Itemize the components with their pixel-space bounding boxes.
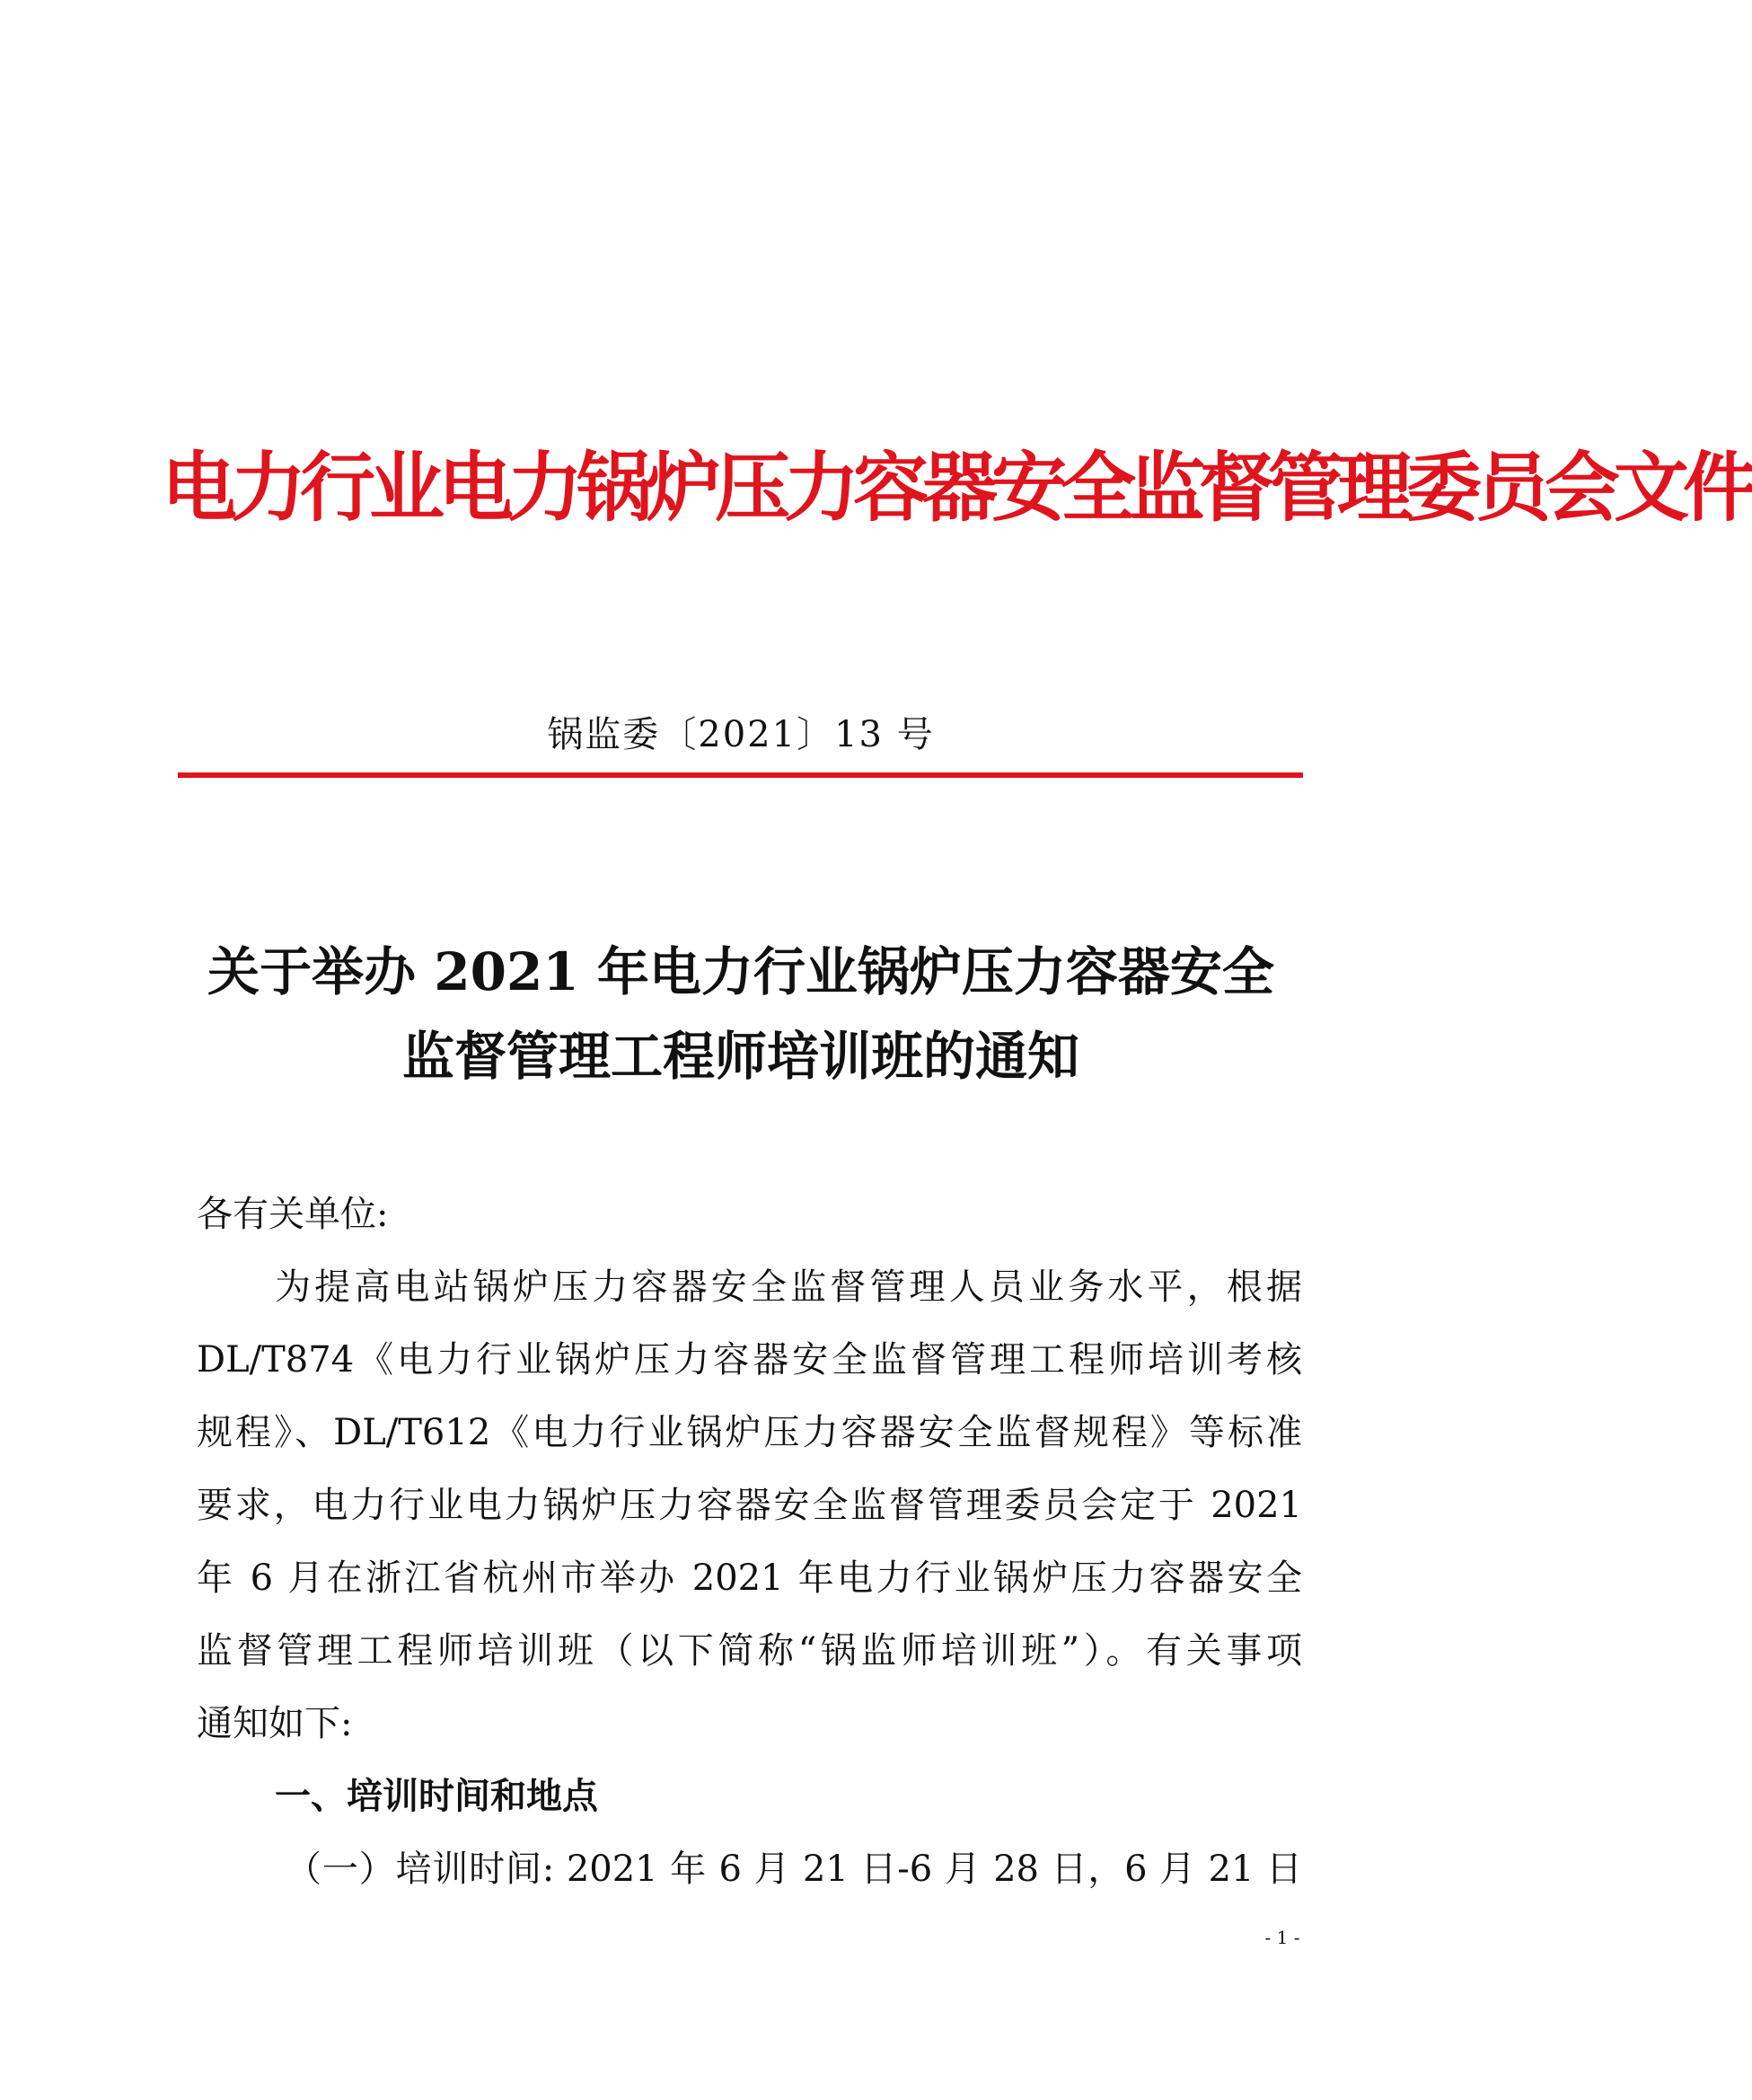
document-number: 锅监委〔2021〕13 号 [547,714,935,755]
salutation: 各有关单位: [197,1194,389,1235]
section-heading: 一、培训时间和地点 [275,1775,598,1817]
red-divider [178,772,1303,778]
notice-title-line-2: 监督管理工程师培训班的通知 [401,1026,1079,1087]
paragraph-line: 通知如下: [197,1703,353,1744]
notice-title-line-1: 关于举办 2021 年电力行业锅炉压力容器安全 [207,941,1274,1002]
issuer-title: 电力行业电力锅炉压力容器安全监督管理委员会文件 [162,443,1752,532]
paragraph-line: 为提高电站锅炉压力容器安全监督管理人员业务水平，根据 [275,1266,1302,1308]
paragraph-line: 监督管理工程师培训班（以下简称“锅监师培训班”）。有关事项 [197,1630,1302,1672]
paragraph-line: DL/T874《电力行业锅炉压力容器安全监督管理工程师培训考核 [197,1339,1302,1381]
paragraph-line: 规程》、DL/T612《电力行业锅炉压力容器安全监督规程》等标准 [197,1412,1302,1453]
paragraph-line: 要求，电力行业电力锅炉压力容器安全监督管理委员会定于 2021 [197,1485,1302,1526]
training-time-line: （一）培训时间: 2021 年 6 月 21 日-6 月 28 日，6 月 21 日 [286,1849,1302,1890]
paragraph-line: 年 6 月在浙江省杭州市举办 2021 年电力行业锅炉压力容器安全 [197,1557,1302,1599]
page-number: - 1 - [1264,1927,1300,1948]
